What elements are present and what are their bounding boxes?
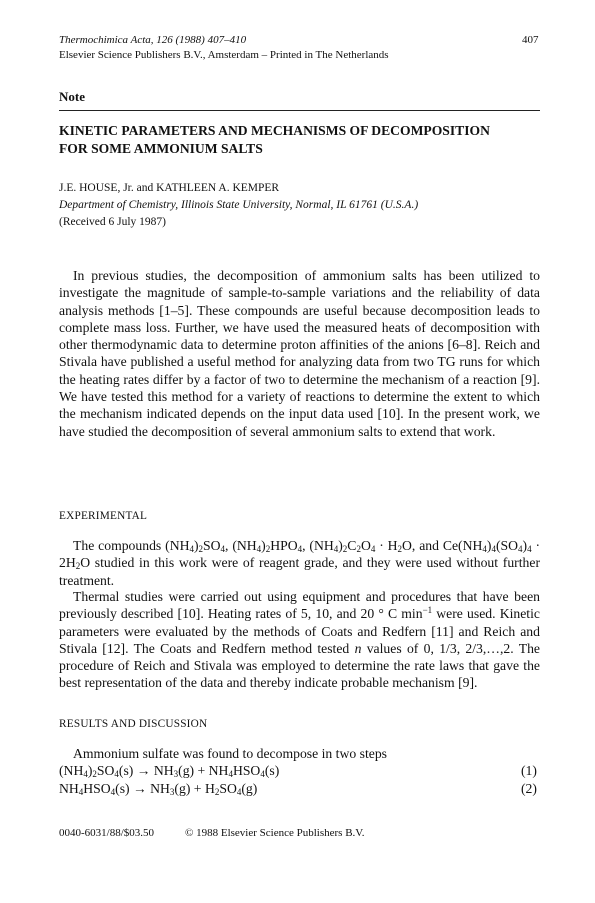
equation-1: $(NH_4)_2SO_4(s) \to NH_3(g) + NH_4HSO_4(s)$	[59, 763, 280, 779]
footer-code: 0040-6031/88/$03.50	[59, 827, 155, 839]
intro-paragraph	[59, 267, 540, 440]
footer-copyright: © 1988 Elsevier Science Publishers B.V.	[185, 827, 365, 839]
section-heading-experimental: EXPERIMENTAL	[59, 510, 148, 522]
affiliation: Department of Chemistry, Illinois State University, Normal, IL 61761 (U.S.A.)	[59, 199, 419, 211]
header-rule	[59, 110, 540, 111]
received-date: (Received 6 July 1987)	[59, 216, 166, 228]
experimental-paragraph-1: The compounds $(NH_4)_2SO_4$, $(NH_4)_2HPO_4$, $(NH_4)_2C_2O_4 \cdot H_2O$, and $Ce(NH_4)_4(SO_4)_4 \cdot 2H_2O$ studied in this work were of reagent grade, and they were used without further treatment.	[59, 538, 541, 588]
page-number: 407	[522, 34, 539, 46]
article-title-line-1: KINETIC PARAMETERS AND MECHANISMS OF DECOMPOSITION	[59, 123, 490, 138]
note-label: Note	[59, 89, 85, 104]
publisher-line: Elsevier Science Publishers B.V., Amsterdam – Printed in The Netherlands	[59, 49, 389, 61]
equation-2-number: (2)	[521, 781, 537, 796]
equation-2: $NH_4HSO_4(s) \to NH_3(g) + H_2SO_4(g)$	[59, 781, 258, 797]
intro-text: In previous studies, the decomposition of ammonium salts has been utilized to investigate the magnitude of sample-to-sample variations and the reliability of data analysis methods [1–5]. These compounds are useful because decomposition leads to complete mass loss. Further, we have used the measured heats of decomposition with other thermodynamic data to determine proton affinities of the anions [6–8]. Reich and Stivala have published a useful method for analyzing data from two TG runs for which the heating rates differ by a factor of two to determine the mechanism of a reaction [9]. We have tested this method for a variety of reactions to determine the extent to which the mechanism indicated depends on the input data used [10]. In the present work, we have studied the decomposition of several ammonium salts to extend that work.	[59, 268, 540, 439]
journal-citation: Thermochimica Acta, 126 (1988) 407–410	[59, 34, 247, 46]
experimental-paragraph-2: Thermal studies were carried out using equipment and procedures that have been previously described [10]. Heating rates of 5, 10, and 20 ° C $\min^{-1}$ were used. Kinetic parameters were evaluated by the methods of Coats and Redfern [11] and Reich and Stivala [12]. The Coats and Redfern method tested n values of 0, 1/3, 2/3,…,2. The procedure of Reich and Stivala was employed to determine the rate laws that gave the best representation of the data and thereby indicate probable mechanism [9].	[59, 589, 541, 691]
results-paragraph-1: Ammonium sulfate was found to decompose in two steps	[73, 746, 388, 761]
equation-1-number: (1)	[521, 763, 537, 778]
authors: J.E. HOUSE, Jr. and KATHLEEN A. KEMPER	[59, 182, 280, 194]
section-heading-results: RESULTS AND DISCUSSION	[59, 718, 208, 730]
article-title-line-2: FOR SOME AMMONIUM SALTS	[59, 141, 263, 156]
